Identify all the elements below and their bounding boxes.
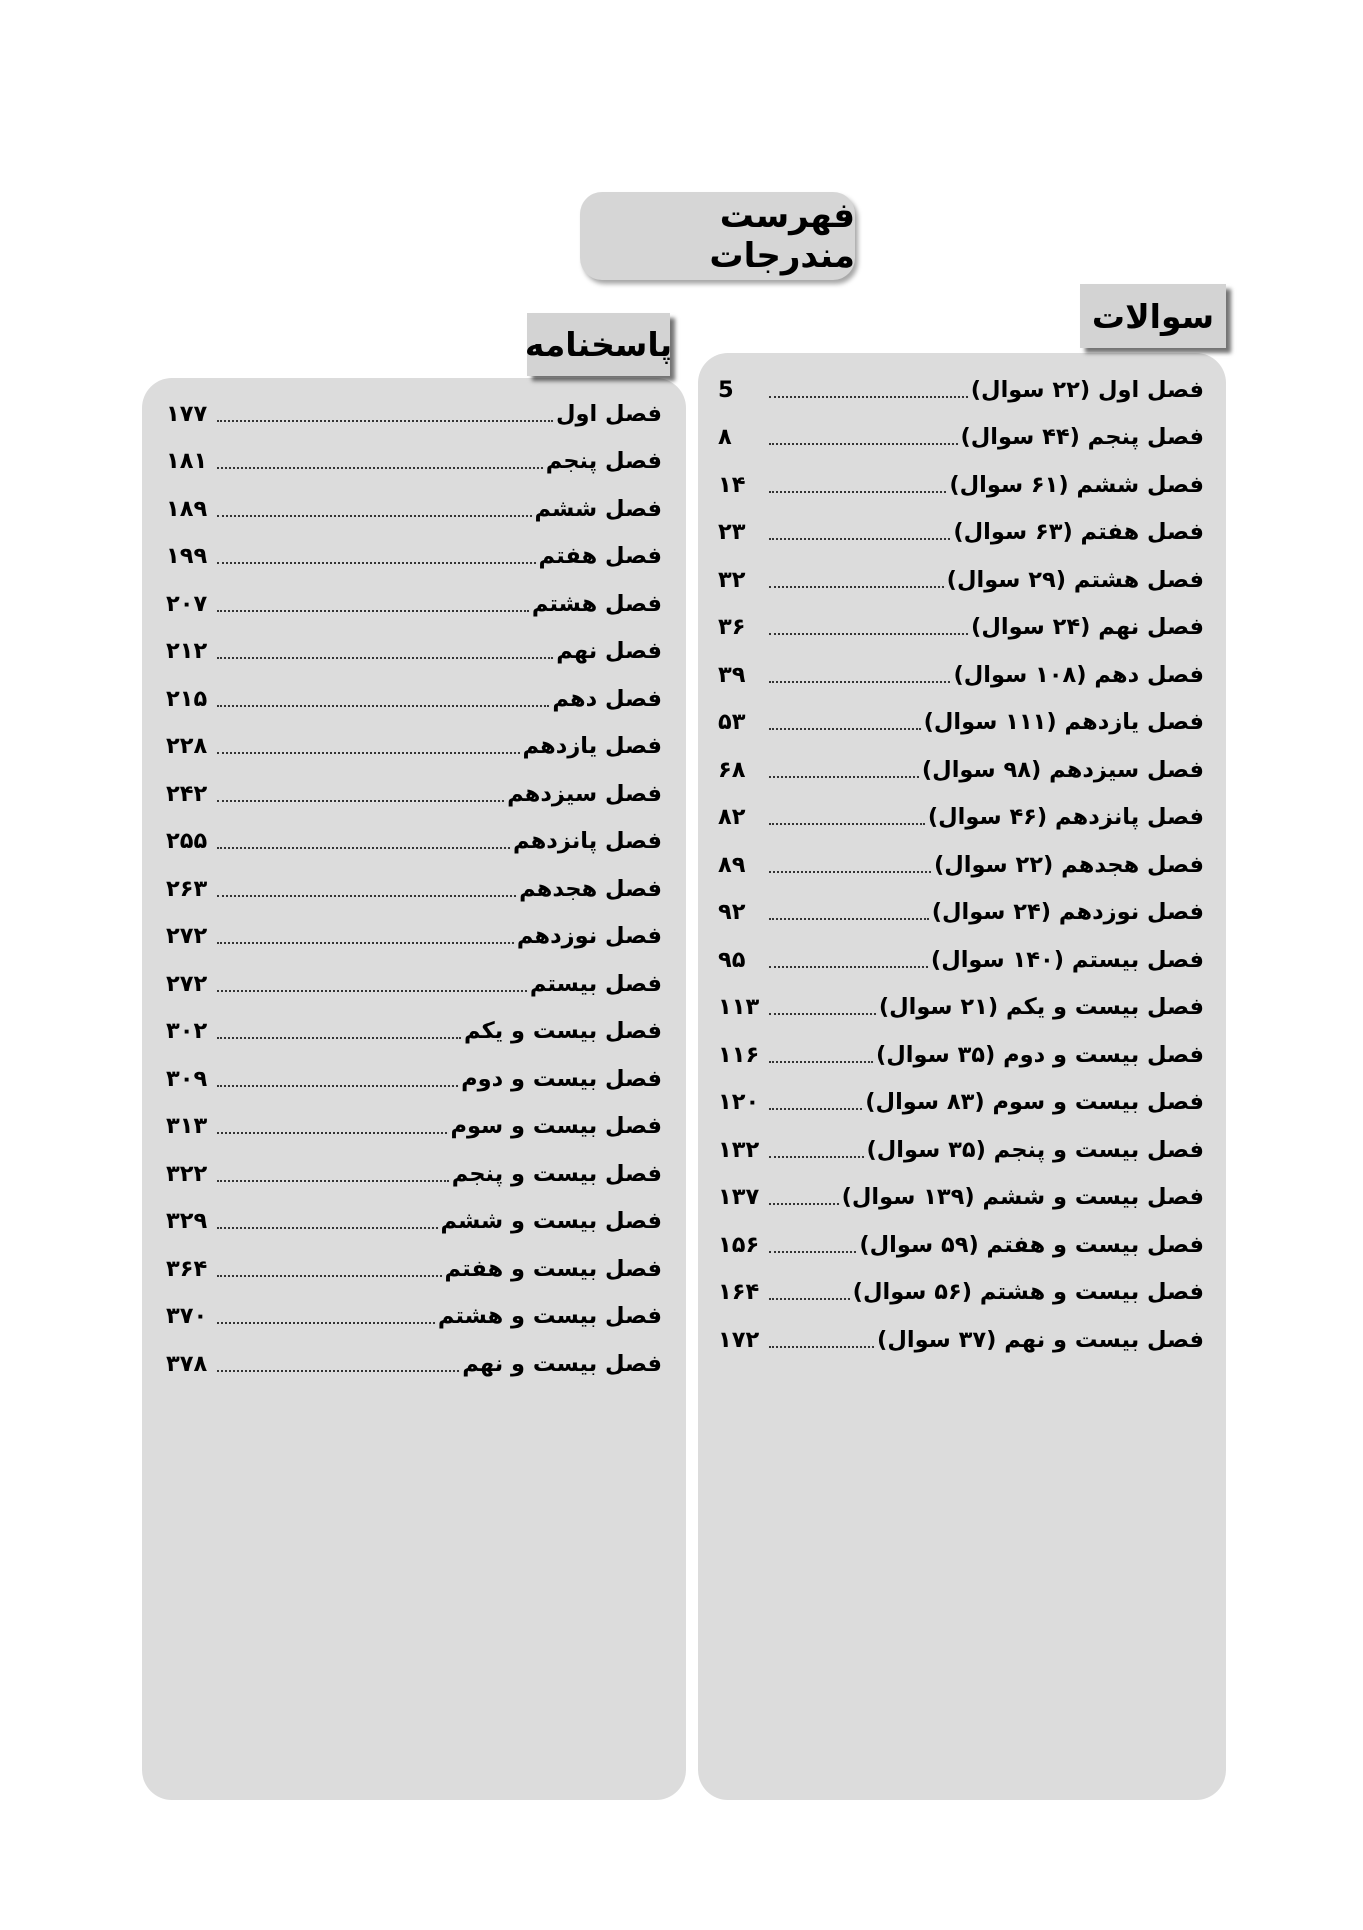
toc-entry[interactable] [718,461,1204,509]
dot-leader [217,942,514,944]
toc-entry-label: فصل پانزدهم [513,828,662,855]
toc-entry-page-number: ۸۹ [718,851,746,878]
toc-entry[interactable] [166,1008,662,1056]
toc-entry-label: فصل هجدهم (۲۲ سوال) [933,851,1204,878]
toc-entry-label: فصل پانزدهم (۴۶ سوال) [927,804,1204,831]
toc-entry[interactable] [718,414,1204,462]
toc-entry-page-number: ۲۵۵ [166,828,208,855]
toc-entry-label: فصل بیست و هشتم (۵۶ سوال) [852,1279,1204,1306]
toc-entry[interactable] [718,651,1204,699]
toc-entry-page-number: ۱۷۷ [166,400,208,427]
toc-entry-page-number: ۲۲۸ [166,733,208,760]
dot-leader [217,1227,438,1229]
dot-leader [769,1251,856,1253]
dot-leader [769,1298,850,1300]
dot-leader [769,1061,873,1063]
dot-leader [769,491,946,493]
toc-entry-label: فصل بیست و هفتم [444,1255,662,1282]
answers-list [166,390,662,1388]
toc-entry-page-number: ۵۳ [718,709,746,736]
toc-entry-label: فصل اول [555,400,662,427]
toc-entry[interactable] [718,699,1204,747]
dot-leader [217,1322,435,1324]
dot-leader [217,1180,449,1182]
toc-entry-label: فصل نهم [556,638,662,665]
toc-entry-page-number: ۲۶۳ [166,875,208,902]
toc-entry-page-number: ۲۷۲ [166,970,208,997]
dot-leader [217,610,529,612]
toc-entry[interactable] [718,794,1204,842]
toc-entry[interactable] [718,509,1204,557]
toc-entry-page-number: ۲۱۲ [166,638,208,665]
toc-entry-page-number: ۳۹ [718,661,746,688]
dot-leader [769,443,958,445]
toc-entry-label: فصل بیست و ششم [440,1208,662,1235]
dot-leader [217,752,520,754]
dot-leader [217,895,516,897]
toc-entry-page-number: ۱۸۱ [166,448,208,475]
toc-entry[interactable] [166,580,662,628]
page-title: فهرست مندرجات [580,192,855,280]
toc-entry[interactable] [166,675,662,723]
dot-leader [217,562,536,564]
toc-entry-page-number: ۳۶ [718,614,746,641]
toc-entry-label: فصل بیست و پنجم [451,1160,662,1187]
toc-entry[interactable] [718,556,1204,604]
toc-entry[interactable] [718,1316,1204,1364]
toc-entry-label: فصل بیست و پنجم (۳۵ سوال) [866,1136,1204,1163]
toc-entry[interactable] [718,1079,1204,1127]
toc-entry-label: فصل نوزدهم (۲۴ سوال) [931,899,1204,926]
toc-entry[interactable] [166,485,662,533]
toc-entry-page-number: ۳۲۲ [166,1160,208,1187]
toc-entry-label: فصل بیستم (۱۴۰ سوال) [930,946,1204,973]
toc-entry-label: فصل بیست و سوم (۸۳ سوال) [865,1089,1204,1116]
toc-entry[interactable] [166,438,662,486]
dot-leader [769,1156,864,1158]
toc-entry[interactable] [166,1150,662,1198]
toc-entry[interactable] [718,1221,1204,1269]
toc-entry[interactable] [718,604,1204,652]
dot-leader [769,966,928,968]
dot-leader [217,657,553,659]
toc-entry-label: فصل یازدهم (۱۱۱ سوال) [923,709,1204,736]
toc-entry-label: فصل پنجم [545,448,662,475]
dot-leader [217,1132,447,1134]
dot-leader [769,538,950,540]
dot-leader [217,1037,461,1039]
dot-leader [217,800,504,802]
dot-leader [769,1108,862,1110]
toc-entry[interactable] [166,960,662,1008]
questions-list [718,366,1204,1364]
toc-entry-label: فصل هجدهم [519,875,662,902]
toc-entry-page-number: ۲۴۲ [166,780,208,807]
dot-leader [217,420,553,422]
toc-entry-page-number: ۱۴ [718,471,746,498]
toc-entry[interactable] [718,984,1204,1032]
toc-entry[interactable] [166,1293,662,1341]
toc-entry[interactable] [166,865,662,913]
toc-entry-page-number: ۳۷۸ [166,1350,208,1377]
toc-entry-label: فصل دهم (۱۰۸ سوال) [953,661,1204,688]
dot-leader [217,1275,442,1277]
toc-entry-page-number: ۲۰۷ [166,590,208,617]
dot-leader [217,990,527,992]
dot-leader [769,871,931,873]
toc-entry[interactable] [718,841,1204,889]
toc-entry[interactable] [718,366,1204,414]
toc-entry-page-number: ۳۶۴ [166,1255,208,1282]
dot-leader [769,728,921,730]
toc-entry-label: فصل هشتم (۲۹ سوال) [946,566,1204,593]
toc-entry[interactable] [166,913,662,961]
toc-entry-label: فصل بیست و نهم (۳۷ سوال) [877,1326,1204,1353]
toc-entry-page-number: ۱۸۹ [166,495,208,522]
toc-entry-label: فصل ششم (۶۱ سوال) [949,471,1204,498]
toc-entry[interactable] [166,1245,662,1293]
toc-entry-page-number: ۱۶۴ [718,1279,760,1306]
toc-entry-label: فصل بیست و دوم (۳۵ سوال) [875,1041,1204,1068]
answers-heading: پاسخنامه [527,313,670,376]
toc-entry-page-number: ۱۹۹ [166,543,208,570]
toc-entry-label: فصل بیستم [529,970,662,997]
toc-entry-label: فصل اول (۲۲ سوال) [970,376,1204,403]
dot-leader [769,633,968,635]
toc-entry-page-number: ۳۲ [718,566,746,593]
toc-entry-page-number: ۳۲۹ [166,1208,208,1235]
toc-entry[interactable] [166,1055,662,1103]
dot-leader [217,467,543,469]
toc-entry-label: فصل دهم [552,685,662,712]
toc-entry-label: فصل بیست و یکم [464,1018,662,1045]
toc-entry-label: فصل ششم [534,495,662,522]
toc-entry-page-number: ۱۲۰ [718,1089,760,1116]
questions-heading: سوالات [1080,284,1226,348]
toc-entry-label: فصل بیست و نهم [462,1350,662,1377]
toc-entry-page-number: 5 [718,376,734,403]
toc-entry-page-number: ۱۱۳ [718,994,760,1021]
dot-leader [769,396,968,398]
dot-leader [769,586,944,588]
toc-entry-label: فصل پنجم (۴۴ سوال) [960,424,1204,451]
dot-leader [769,1013,876,1015]
dot-leader [217,705,549,707]
toc-entry-label: فصل بیست و ششم (۱۳۹ سوال) [841,1184,1204,1211]
toc-entry-page-number: ۸ [718,424,732,451]
dot-leader [769,823,925,825]
toc-entry-label: فصل هفتم [538,543,662,570]
toc-entry[interactable] [718,936,1204,984]
toc-entry-page-number: ۱۳۲ [718,1136,760,1163]
toc-entry-page-number: ۲۱۵ [166,685,208,712]
toc-entry-label: فصل بیست و هشتم [437,1303,662,1330]
dot-leader [769,681,950,683]
toc-entry-page-number: ۱۱۶ [718,1041,760,1068]
toc-entry[interactable] [166,628,662,676]
toc-entry[interactable] [718,746,1204,794]
toc-entry-label: فصل بیست و یکم (۲۱ سوال) [878,994,1204,1021]
toc-entry-page-number: ۲۷۲ [166,923,208,950]
toc-entry-label: فصل هشتم [531,590,662,617]
toc-entry[interactable] [166,1103,662,1151]
toc-entry-page-number: ۳۱۳ [166,1113,208,1140]
dot-leader [217,1370,459,1372]
dot-leader [769,918,929,920]
toc-entry-label: فصل هفتم (۶۳ سوال) [953,519,1204,546]
toc-entry-page-number: ۱۵۶ [718,1231,760,1258]
toc-entry-label: فصل بیست و هفتم (۵۹ سوال) [859,1231,1204,1258]
toc-entry[interactable] [166,390,662,438]
toc-entry[interactable] [166,770,662,818]
toc-entry[interactable] [166,723,662,771]
toc-entry-page-number: ۸۲ [718,804,746,831]
dot-leader [769,1203,839,1205]
toc-entry[interactable] [166,818,662,866]
toc-entry-label: فصل سیزدهم [507,780,662,807]
toc-entry-page-number: ۳۰۲ [166,1018,208,1045]
toc-entry-page-number: ۹۲ [718,899,746,926]
dot-leader [217,847,510,849]
toc-entry-page-number: ۱۳۷ [718,1184,760,1211]
dot-leader [769,1346,874,1348]
toc-entry-page-number: ۳۷۰ [166,1303,208,1330]
toc-entry[interactable] [166,533,662,581]
toc-entry-page-number: ۱۷۲ [718,1326,760,1353]
dot-leader [769,776,919,778]
toc-entry-label: فصل بیست و دوم [461,1065,662,1092]
dot-leader [217,515,532,517]
toc-entry-page-number: ۳۰۹ [166,1065,208,1092]
toc-entry-label: فصل سیزدهم (۹۸ سوال) [921,756,1204,783]
toc-entry[interactable] [718,1174,1204,1222]
toc-entry[interactable] [166,1340,662,1388]
toc-entry[interactable] [718,889,1204,937]
toc-entry[interactable] [166,1198,662,1246]
toc-entry-label: فصل بیست و سوم [450,1113,662,1140]
toc-entry-label: فصل یازدهم [522,733,662,760]
toc-entry[interactable] [718,1269,1204,1317]
toc-entry-label: فصل نهم (۲۴ سوال) [971,614,1204,641]
toc-entry-page-number: ۶۸ [718,756,746,783]
toc-entry-page-number: ۲۳ [718,519,746,546]
toc-entry-page-number: ۹۵ [718,946,746,973]
dot-leader [217,1085,458,1087]
toc-entry[interactable] [718,1031,1204,1079]
toc-entry[interactable] [718,1126,1204,1174]
toc-entry-label: فصل نوزدهم [516,923,662,950]
